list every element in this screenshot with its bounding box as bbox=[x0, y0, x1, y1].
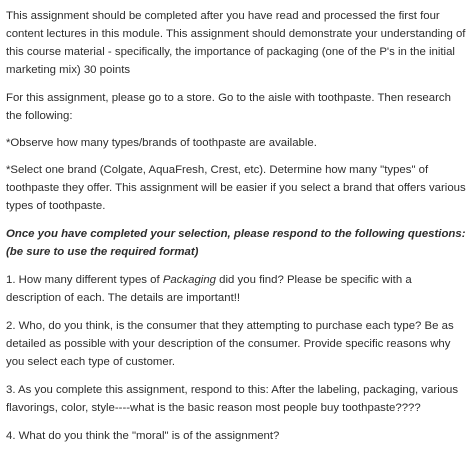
questions-heading bbox=[6, 225, 468, 261]
questions-heading-line-2: (be sure to use the required format) bbox=[6, 246, 199, 258]
question-1-text-start: 1. How many different types of bbox=[6, 274, 163, 286]
question-4: 4. What do you think the "moral" is of the assignment? bbox=[6, 430, 280, 442]
bullet-observe: *Observe how many types/brands of toothpaste are available. bbox=[6, 137, 317, 149]
question-3: 3. As you complete this assignment, respond to this: After the labeling, packaging, various flavorings, color, style----what is the basic reason most people buy toothpaste???? bbox=[6, 384, 459, 414]
question-1-text-end: did you find? Please be specific with a description of each. The details are important!! bbox=[6, 274, 412, 304]
question-1 bbox=[6, 271, 468, 307]
questions-heading-line-1: Once you have completed your selection, please respond to the following questions: bbox=[6, 228, 466, 240]
question-2: 2. Who, do you think, is the consumer that they attempting to purchase each type? Be as detailed as possible with your description of the consumer. Provide specific reasons why you select each type of customer. bbox=[6, 320, 454, 368]
assignment-document bbox=[6, 7, 468, 455]
question-1-packaging-emphasis: Packaging bbox=[162, 274, 217, 286]
instructions-paragraph: For this assignment, please go to a store. Go to the aisle with toothpaste. Then research the following: bbox=[6, 92, 451, 122]
intro-paragraph: This assignment should be completed after you have read and processed the first four content lectures in this module. This assignment should demonstrate your understanding of this course material - specifically, the importance of packaging (one of the P's in the initial marketing mix) 30 points bbox=[6, 10, 466, 76]
bullet-select-brand: *Select one brand (Colgate, AquaFresh, Crest, etc). Determine how many "types" of toothpaste they offer. This assignment will be easier if you select a brand that offers various types of toothpaste. bbox=[6, 164, 466, 212]
